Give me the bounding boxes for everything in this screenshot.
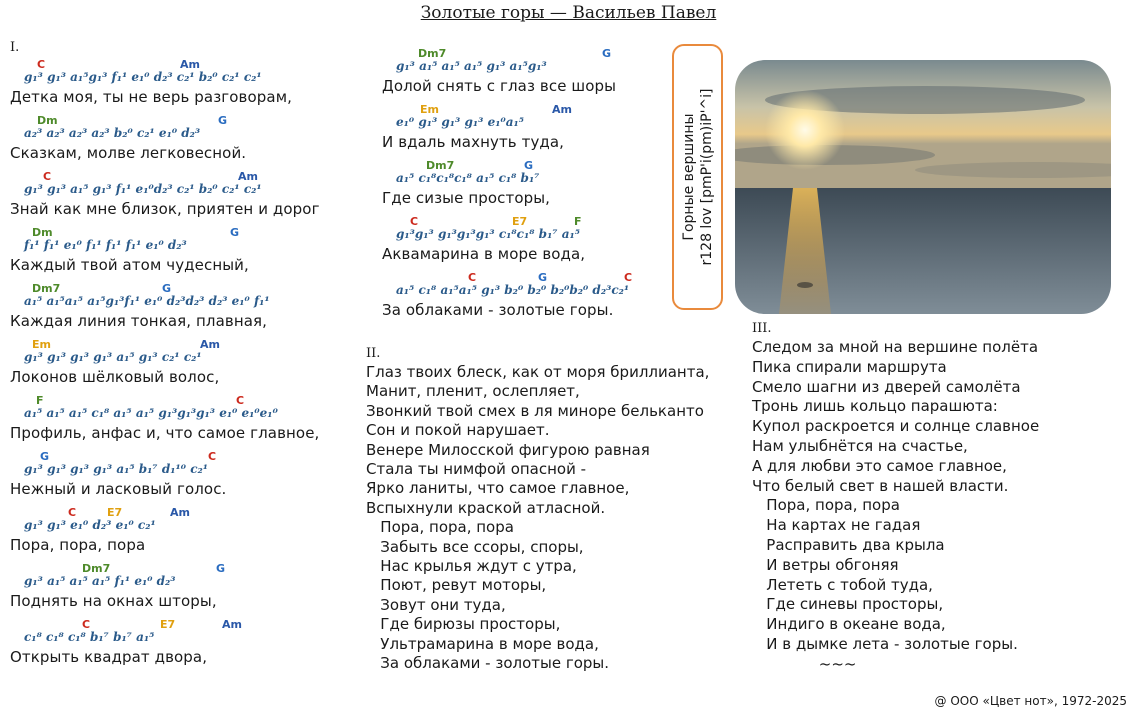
col3_plain-line-5: Нам улыбнётся на счастье, <box>752 437 968 455</box>
col1-chord-8-2: Am <box>170 506 190 519</box>
col3_plain-line-8: Пора, пора, пора <box>752 496 900 515</box>
col1-lyric-0: Детка моя, ты не верь разговорам, <box>10 88 292 106</box>
col1-chord-6-1: C <box>236 394 245 407</box>
col2_plain-line-11: Поют, ревут моторы, <box>366 576 547 595</box>
pattern-title: Горные вершины <box>680 113 697 241</box>
page-title: Золотые горы — Васильев Павел <box>420 3 717 23</box>
col2_plain-line-4: Венере Милосской фигурою равная <box>366 440 650 459</box>
col2-chord-1-1: Am <box>552 103 572 116</box>
col2_plain-line-0: Глаз твоих блеск, как от моря бриллианта, <box>366 363 710 381</box>
col3_plain-line-14: Индиго в океане вода, <box>752 615 946 634</box>
col2-chord-4-1: G <box>538 271 548 284</box>
col2-chord-4-2: C <box>624 271 633 284</box>
col2_plain-line-1: Манит, пленит, ослепляет, <box>366 382 580 401</box>
section-two-label: II. <box>366 346 381 361</box>
col2_plain-line-13: Где бирюзы просторы, <box>366 615 561 634</box>
col2-lyric-2: Где сизые просторы, <box>382 189 551 207</box>
col1-lyric-2: Знай как мне близок, приятен и дорог <box>10 200 320 218</box>
col2_plain-line-6: Ярко ланиты, что самое главное, <box>366 479 630 498</box>
col1-chord-0-0: C <box>37 58 46 71</box>
col1-chord-4-0: Dm7 <box>32 282 61 295</box>
col1-chord-9-0: Dm7 <box>82 562 111 575</box>
col3_plain-line-12: Лететь с тобой туда, <box>752 575 933 594</box>
col1-chord-2-1: Am <box>238 170 258 183</box>
col3_plain-line-6: А для любви это самое главное, <box>752 456 1007 475</box>
col2-chord-0-1: G <box>602 47 612 60</box>
col2-chord-4-0: C <box>468 271 477 284</box>
col2-lyric-1: И вдаль махнуть туда, <box>382 133 565 151</box>
col1-chord-3-1: G <box>230 226 240 239</box>
col1-lyric-5: Локонов шёлковый волос, <box>10 368 220 386</box>
section-three-label: III. <box>752 321 772 336</box>
col3_plain-line-15: И в дымке лета - золотые горы. <box>752 635 1018 653</box>
chord-pattern-box <box>672 44 723 310</box>
col2_plain-line-15: За облаками - золотые горы. <box>366 654 610 672</box>
col1-chord-2-0: C <box>43 170 52 183</box>
col1-notes-9: g₁³ a₁⁵ a₁⁵ a₁⁵ f₁¹ e₁⁰ d₂³ <box>24 574 176 588</box>
col1-chord-10-2: Am <box>222 618 242 631</box>
col1-lyric-3: Каждый твой атом чудесный, <box>10 256 249 274</box>
col3_plain-line-3: Тронь лишь кольцо парашюта: <box>752 397 998 416</box>
col1-lyric-7: Нежный и ласковый голос. <box>10 480 227 498</box>
col1-chord-7-0: G <box>40 450 50 463</box>
col1-chord-1-0: Dm <box>37 114 58 127</box>
col1-notes-5: g₁³ g₁³ g₁³ g₁³ a₁⁵ g₁³ c₂¹ c₂¹ <box>24 350 202 364</box>
col2-chord-1-0: Em <box>420 103 439 116</box>
col2-chord-2-1: G <box>524 159 534 172</box>
col2_plain-line-10: Нас крылья ждут с утра, <box>366 557 577 575</box>
chord-pattern-label <box>680 89 716 266</box>
col1-chord-0-1: Am <box>180 58 200 71</box>
col1-chord-1-1: G <box>218 114 228 127</box>
col1-chord-4-1: G <box>162 282 172 295</box>
col1-lyric-9: Поднять на окнах шторы, <box>10 592 217 610</box>
col2_plain-line-12: Зовут они туда, <box>366 595 506 614</box>
sunset-sea-image <box>735 60 1111 314</box>
col1-notes-3: f₁¹ f₁¹ e₁⁰ f₁¹ f₁¹ f₁¹ e₁⁰ d₂³ <box>24 238 187 252</box>
col2-chord-3-2: F <box>574 215 582 228</box>
col1-lyric-1: Сказкам, молве легковесной. <box>10 144 247 162</box>
col2-lyric-3: Аквамарина в море вода, <box>382 245 586 263</box>
col3_plain-line-7: Что белый свет в нашей власти. <box>752 476 1009 495</box>
copyright-notice: @ ООО «Цвет нот», 1972-2025 <box>934 694 1127 708</box>
col1-chord-5-0: Em <box>32 338 51 351</box>
col3_plain-line-0: Следом за мной на вершине полёта <box>752 338 1039 356</box>
col1-notes-0: g₁³ g₁³ a₁⁵g₁³ f₁¹ e₁⁰ d₂³ c₂¹ b₂⁰ c₂¹ c₂¹ <box>24 70 262 84</box>
col2-lyric-0: Долой снять с глаз все шоры <box>382 77 617 95</box>
col3_plain-line-4: Купол раскроется и солнце славное <box>752 417 1040 436</box>
col3_plain-line-1: Пика спирали маршрута <box>752 357 947 376</box>
col1-chord-6-0: F <box>36 394 44 407</box>
col2-chord-0-0: Dm7 <box>418 47 447 60</box>
col1-chord-5-1: Am <box>200 338 220 351</box>
col2-notes-4: a₁⁵ c₁⁸ a₁⁵a₁⁵ g₁³ b₂⁰ b₂⁰ b₂⁰b₂⁰ d₂³c₂¹ <box>396 283 630 297</box>
col2-chord-3-1: E7 <box>512 215 528 228</box>
col1-notes-2: g₁³ g₁³ a₁⁵ g₁³ f₁¹ e₁⁰d₂³ c₂¹ b₂⁰ c₂¹ c₂¹ <box>24 182 262 196</box>
col2-lyric-4: За облаками - золотые горы. <box>382 301 614 319</box>
col1-notes-1: a₂³ a₂³ a₂³ a₂³ b₂⁰ c₂¹ e₁⁰ d₂³ <box>24 126 201 140</box>
col2-notes-3: g₁³g₁³ g₁³g₁³g₁³ c₁⁸c₁⁸ b₁⁷ a₁⁵ <box>396 227 581 241</box>
col1-chord-8-0: C <box>68 506 77 519</box>
col3_plain-line-2: Смело шагни из дверей самолёта <box>752 377 1021 396</box>
col1-chord-9-1: G <box>216 562 226 575</box>
col2-notes-2: a₁⁵ c₁⁸c₁⁸c₁⁸ a₁⁵ c₁⁸ b₁⁷ <box>396 171 540 185</box>
col2_plain-line-7: Вспыхнули краской атласной. <box>366 498 606 517</box>
col1-lyric-6: Профиль, анфас и, что самое главное, <box>10 424 320 442</box>
col1-chord-7-1: C <box>208 450 217 463</box>
col3_plain-line-16: ~~~ <box>752 654 857 673</box>
col3_plain-line-10: Расправить два крыла <box>752 536 945 554</box>
col3_plain-line-13: Где синевы просторы, <box>752 595 944 614</box>
col1-lyric-8: Пора, пора, пора <box>10 536 146 554</box>
col2-chord-3-0: C <box>410 215 419 228</box>
sunset-sea-picture <box>735 60 1111 314</box>
col1-lyric-4: Каждая линия тонкая, плавная, <box>10 312 268 330</box>
col2-notes-1: e₁⁰ g₁³ g₁³ g₁³ e₁⁰a₁⁵ <box>396 115 524 129</box>
col3_plain-line-11: И ветры обгоняя <box>752 555 899 574</box>
col1-notes-7: g₁³ g₁³ g₁³ g₁³ a₁⁵ b₁⁷ d₁¹⁰ c₂¹ <box>24 462 209 476</box>
col1-chord-10-1: E7 <box>160 618 176 631</box>
col2_plain-line-8: Пора, пора, пора <box>366 518 514 537</box>
col1-chord-3-0: Dm <box>32 226 53 239</box>
col1-lyric-10: Открыть квадрат двора, <box>10 648 208 666</box>
col1-notes-8: g₁³ g₁³ e₁⁰ d₂³ e₁⁰ c₂¹ <box>24 518 156 532</box>
col2_plain-line-14: Ультрамарина в море вода, <box>366 634 599 653</box>
col2_plain-line-9: Забыть все ссоры, споры, <box>366 537 584 556</box>
col2_plain-line-3: Сон и покой нарушает. <box>366 421 550 440</box>
section-one-label: I. <box>10 40 20 55</box>
col1-chord-8-1: E7 <box>107 506 123 519</box>
col2-chord-2-0: Dm7 <box>426 159 455 172</box>
col1-chord-10-0: C <box>82 618 91 631</box>
col2_plain-line-5: Стала ты нимфой опасной - <box>366 460 587 478</box>
pattern-code: r128 lov [pmP'i(pm)iP'^i] <box>698 88 715 266</box>
col3_plain-line-9: На картах не гадая <box>752 516 921 535</box>
col1-notes-6: a₁⁵ a₁⁵ a₁⁵ c₁⁸ a₁⁵ a₁⁵ g₁³g₁³g₁³ e₁⁰ e₁⁰e₁⁰ <box>24 406 278 420</box>
col2_plain-line-2: Звонкий твой смех в ля миноре бельканто <box>366 401 704 420</box>
col1-notes-4: a₁⁵ a₁⁵a₁⁵ a₁⁵g₁³f₁¹ e₁⁰ d₂³d₂³ d₂³ e₁⁰ f₁¹ <box>24 294 270 308</box>
col1-notes-10: c₁⁸ c₁⁸ c₁⁸ b₁⁷ b₁⁷ a₁⁵ <box>24 630 155 644</box>
col2-notes-0: g₁³ a₁⁵ a₁⁵ a₁⁵ g₁³ a₁⁵g₁³ <box>396 59 547 73</box>
